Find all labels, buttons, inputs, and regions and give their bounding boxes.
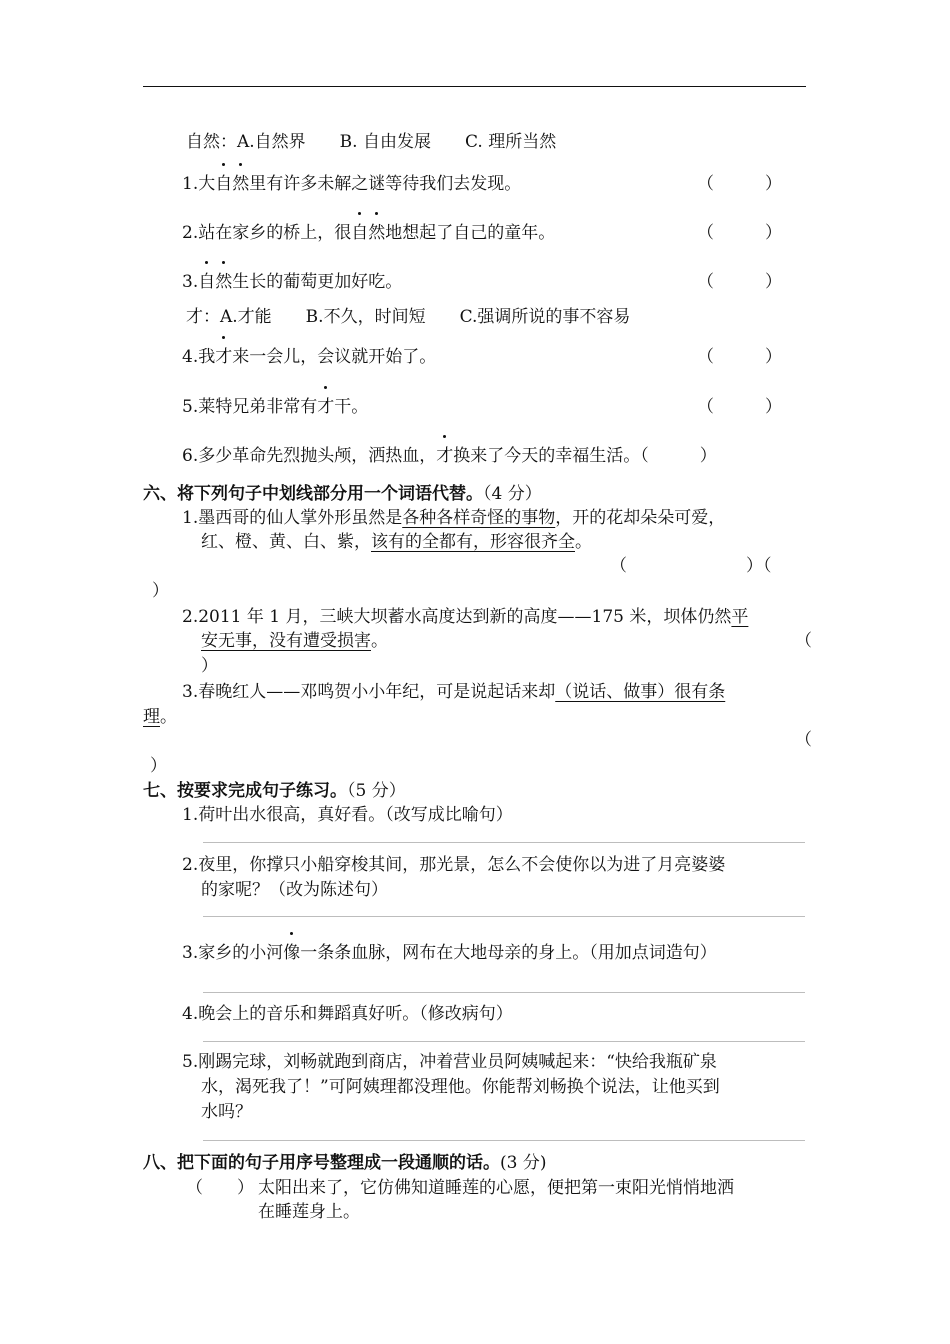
- header-rule: [143, 86, 806, 87]
- dotted-char: 才: [215, 342, 232, 367]
- sec6-item-2-line-2: 安无事，没有遭受损害。: [201, 631, 388, 651]
- answer-line-4[interactable]: [203, 1041, 805, 1042]
- cai-definitions: 才：A.才能 B.不久，时间短 C.强调所说的事不容易: [186, 307, 631, 327]
- sec7-item-5-line-1: 5.刚踢完球，刘畅就跑到商店，冲着营业员阿姨喊起来：“快给我瓶矿泉: [182, 1052, 717, 1072]
- sec6-item-1-line-2: 红、橙、黄、白、紫，该有的全都有，形容很齐全。: [201, 532, 592, 552]
- underlined-phrase: 平: [731, 607, 749, 627]
- dotted-char: 像: [283, 938, 300, 963]
- sentence-1: 1.大自然里有许多未解之谜等待我们去发现。: [182, 169, 521, 194]
- underlined-phrase: 理: [143, 707, 160, 727]
- sec6-answer-blank-3[interactable]: （: [795, 730, 812, 750]
- answer-blank-2[interactable]: （ ）: [697, 223, 782, 243]
- section-7-heading: 七、按要求完成句子练习。（5 分）: [143, 781, 406, 801]
- sec7-item-4: 4.晚会上的音乐和舞蹈真好听。（修改病句）: [182, 1004, 513, 1024]
- dotted-char: 自: [198, 267, 215, 292]
- sec6-paren-close-2: ）: [201, 656, 218, 676]
- dotted-char: 才: [317, 392, 334, 417]
- underlined-phrase: （说话、做事）很有条: [555, 682, 726, 702]
- sec7-item-2-line-1: 2.夜里，你撑只小船穿梭其间，那光景，怎么不会使你以为进了月亮婆婆: [182, 855, 726, 875]
- sec8-item-1-line-1: 太阳出来了，它仿佛知道睡莲的心愿，便把第一束阳光悄悄地洒: [258, 1178, 734, 1198]
- sentence-5: 5.莱特兄弟非常有才干。: [182, 392, 368, 417]
- sec6-item-3-line-2: 理。: [143, 707, 177, 727]
- answer-line-5[interactable]: [203, 1140, 805, 1141]
- sec7-item-5-line-2: 水，渴死我了！”可阿姨理都没理他。你能帮刘畅换个说法，让他买到: [201, 1077, 720, 1097]
- sentence-2: 2.站在家乡的桥上，很自然地想起了自己的童年。: [182, 218, 555, 243]
- sec6-answer-blank-2[interactable]: （: [795, 631, 812, 651]
- answer-line-1[interactable]: [203, 842, 805, 843]
- answer-blank-3[interactable]: （ ）: [697, 272, 782, 292]
- sec8-order-blank-1[interactable]: （ ）: [186, 1178, 254, 1198]
- sentence-4: 4.我才来一会儿，会议就开始了。: [182, 342, 436, 367]
- answer-blank-4[interactable]: （ ）: [697, 347, 782, 367]
- answer-blank-5[interactable]: （ ）: [697, 397, 782, 417]
- ziran-definitions: 自然：A.自然界 B. 自由发展 C. 理所当然: [186, 132, 557, 152]
- sec6-paren-close-1: ）: [152, 581, 169, 601]
- dotted-char: 自: [351, 218, 368, 243]
- answer-line-2[interactable]: [203, 916, 805, 917]
- sec6-paren-close-3: ）: [150, 756, 167, 776]
- sec6-answer-blank-1[interactable]: （ ）（: [610, 556, 772, 576]
- sec6-item-1-line-1: 1.墨西哥的仙人掌外形虽然是各种各样奇怪的事物，开的花却朵朵可爱，: [182, 508, 726, 528]
- dotted-char: 自: [215, 169, 232, 194]
- dotted-char: 然: [215, 267, 232, 292]
- sec7-item-1: 1.荷叶出水很高，真好看。（改写成比喻句）: [182, 805, 513, 825]
- section-6-heading: 六、将下列句子中划线部分用一个词语代替。（4 分）: [143, 484, 542, 504]
- sec6-item-2-line-1: 2.2011 年 1 月，三峡大坝蓄水高度达到新的高度——175 米，坝体仍然平: [182, 607, 749, 627]
- underlined-phrase: 各种各样奇怪的事物: [402, 508, 556, 528]
- sentence-3: 3.自然生长的葡萄更加好吃。: [182, 267, 402, 292]
- dotted-char: 才: [436, 441, 453, 466]
- underlined-phrase: 安无事，没有遭受损害: [201, 631, 371, 651]
- answer-blank-6[interactable]: （ ）: [640, 446, 717, 466]
- sec7-item-2-line-2: 的家呢？（改为陈述句）: [201, 880, 388, 900]
- section-8-heading: 八、把下面的句子用序号整理成一段通顺的话。(3 分): [143, 1153, 547, 1173]
- answer-line-3[interactable]: [203, 992, 805, 993]
- answer-blank-1[interactable]: （ ）: [697, 174, 782, 194]
- dotted-char: 然: [368, 218, 385, 243]
- sec6-item-3-line-1: 3.春晚红人——邓鸣贺小小年纪，可是说起话来却（说话、做事）很有条: [182, 682, 726, 702]
- sec7-item-3: 3.家乡的小河像一条条血脉，网布在大地母亲的身上。（用加点词造句）: [182, 938, 717, 963]
- dotted-char: 然: [232, 169, 249, 194]
- underlined-phrase: 该有的全都有，形容很齐全: [371, 532, 575, 552]
- sec7-item-5-line-3: 水吗？: [201, 1102, 252, 1122]
- sentence-6: 6.多少革命先烈抛头颅，洒热血，才换来了今天的幸福生活。（ ）: [182, 441, 717, 466]
- sec8-item-1-line-2: 在睡莲身上。: [258, 1202, 360, 1222]
